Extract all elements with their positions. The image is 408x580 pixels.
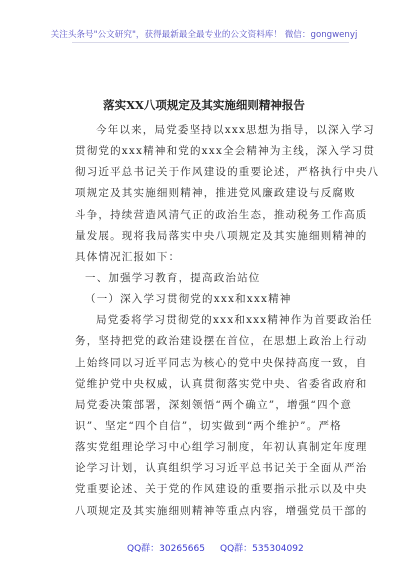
header-banner: 关注头条号"公文研究"，获得最新最全最专业的公文资料库！ 微信：gongwenyj [50,30,358,40]
body-line: 斗争，持续营造风清气正的政治生态，推动税务工作高质 [75,208,368,221]
body-line: 局党委将学习贯彻党的xxx和xxx精神作为首要政治任 [96,314,373,327]
body-line: 一、加强学习教育，提高政治站位 [85,271,261,284]
body-line: 彻习近平总书记关于作风建设的重要论述，严格执行中央八 [75,166,380,179]
body-line: 落实党组理论学习中心组学习制度，年初认真制定年度理 [75,441,368,454]
body-line: 量发展。现将我局落实中央八项规定及其实施细则精神的 [75,229,368,242]
body-line: 具体情况汇报如下： [75,250,181,263]
body-line: 务，坚持把党的政治建设摆在首位，在思想上政治上行动 [75,335,368,348]
document-body [75,120,380,522]
body-line: 识”、坚定“四个自信”，切实做到“两个维护”。严格 [75,419,342,432]
body-line: （一）深入学习贯彻党的xxx和xxx精神 [85,293,292,306]
body-line: 上始终同以习近平同志为核心的党中央保持高度一致，自 [75,356,368,369]
body-line: 项规定及其实施细则精神，推进党风廉政建设与反腐败 [75,187,356,200]
body-line: 今年以来，局党委坚持以xxx思想为指导，以深入学习 [96,124,375,136]
document-title: 落实XX八项规定及其实施细则精神报告 [103,98,305,112]
body-line: 觉维护党中央权威，认真贯彻落实党中央、省委省政府和 [75,377,368,390]
header-divider [72,42,349,43]
body-line: 论学习计划，认真组织学习习近平总书记关于全面从严治 [75,462,368,475]
footer-qq-group-1: QQ群：30265665 [127,544,205,554]
body-line: 党重要论述、关于党的作风建设的重要指示批示以及中央 [75,483,368,496]
footer-qq-group-2: QQ群：535304092 [220,544,304,554]
body-line: 局党委决策部署，深刻领悟“两个确立”，增强“四个意 [75,398,353,411]
body-line: 八项规定及其实施细则精神等重点内容，增强党员干部的 [75,504,368,517]
body-line: 贯彻党的xxx精神和党的xxx全会精神为主线，深入学习贯 [75,145,376,158]
